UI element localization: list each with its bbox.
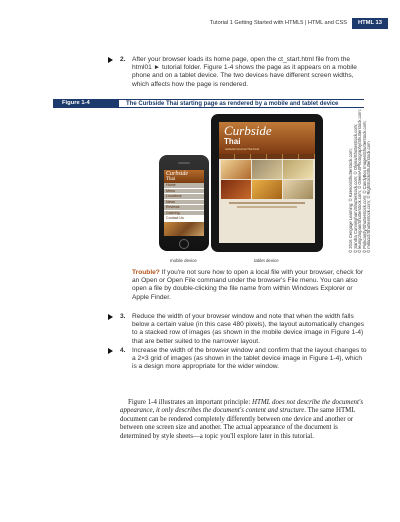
phone-speaker xyxy=(178,162,190,164)
trouble-note xyxy=(132,269,368,302)
figure-image xyxy=(126,108,371,266)
food-photo xyxy=(283,180,313,199)
step-text: Reduce the width of your browser window and note that when the width falls below a certain value (in this case 480 pixels), the layout automatically changes to a stacked row of images (as shown in the mobile device image in Figure 1-4) that are better suited to the narrower layout. xyxy=(132,313,365,345)
step-arrow-icon xyxy=(108,314,113,320)
figure-label: Figure 1-4 xyxy=(53,99,119,108)
credit-line: © leungchopan/Shutterstock.com; © GreenArtPhotography/Shutterstock.com; xyxy=(357,109,362,253)
step-arrow-icon xyxy=(108,57,113,63)
phone-nav-item: Locations xyxy=(164,194,204,200)
mobile-device-label: mobile device xyxy=(170,258,197,263)
step-text: Increase the width of the browser window and confirm that the layout changes to a 2×3 grid of images (as shown in the tablet device image in Figure 1-4), which is a design more appropriate for the wider window. xyxy=(132,347,367,371)
paragraph-text-continued: The same HTML document can be rendered completely differently between one device and another or between one screen size and another. The actual appearance of the document is determined by style sheets—a topic you'll explore later in this tutorial. xyxy=(120,407,356,440)
trouble-text: If you're not sure how to open a local file with your browser, check for an Open or Open File command under the browser's File menu. You can also open a file by double-clicking the file name from within Windows Explorer or Apple Finder. xyxy=(132,269,364,301)
food-photo xyxy=(252,160,282,179)
phone-banner xyxy=(164,170,204,183)
step-arrow-icon xyxy=(108,348,113,354)
tablet-image xyxy=(211,114,323,252)
credit-line: © 2016 Cengage Learning; © Kzenon/Shutterstock.com; xyxy=(348,148,353,253)
food-photo xyxy=(221,160,251,179)
paragraph-emphasis: HTML does not describe the document's appearance, it only describes the document's content and structure. xyxy=(120,399,364,415)
credit-line: © Pinkcandy/Shutterstock.com; © CandyBox Images/Shutterstock.com; xyxy=(361,120,367,253)
body-paragraph xyxy=(120,399,370,441)
phone-banner-title: Curbside xyxy=(166,171,189,177)
phone-home-button xyxy=(179,239,189,249)
figure-title: The Curbside Thai starting page as rendered by a mobile and tablet device xyxy=(126,101,339,107)
step-4 xyxy=(120,347,368,372)
phone-nav-item: Menu xyxy=(164,189,204,195)
step-3 xyxy=(120,313,368,346)
phone-nav-item: Catering xyxy=(164,211,204,217)
tablet-banner-subtitle: Authentic Gourmet Thai Food xyxy=(225,148,259,151)
tablet-footer-text xyxy=(229,202,305,204)
phone-nav-menu xyxy=(164,183,204,222)
page-header xyxy=(210,17,388,29)
food-photo xyxy=(221,180,251,199)
tablet-nav-bar xyxy=(219,154,315,159)
credit-line: © Sandra Cunningham/Shutterstock.com; © Olyina/Shutterstock.com; xyxy=(352,123,358,253)
tablet-image-grid xyxy=(219,159,315,200)
step-number: 4. xyxy=(120,347,126,354)
image-credits xyxy=(348,109,371,253)
food-photo xyxy=(283,160,313,179)
phone-screen xyxy=(164,170,204,236)
tablet-footer-text-2 xyxy=(237,206,297,208)
phone-banner-subtitle: Thai xyxy=(166,177,176,182)
tablet-screen xyxy=(219,122,315,243)
step-number: 2. xyxy=(120,56,126,63)
mobile-phone-image xyxy=(159,155,209,251)
phone-nav-item: Home xyxy=(164,183,204,189)
step-text: After your browser loads its home page, open the ct_start.html file from the html01 ► tutorial folder. Figure 1-4 shows the page as it appears on a mobile phone and on a tablet device. The two devices have different screen widths, which affects how the page is rendered. xyxy=(132,56,357,88)
tablet-device-label: tablet device xyxy=(254,258,279,263)
running-header: Tutorial 1 Getting Started with HTML5 | HTML and CSS xyxy=(209,20,347,26)
page-number-tab: HTML 13 xyxy=(352,18,388,29)
step-2 xyxy=(120,56,368,89)
figure-caption-bar xyxy=(54,99,364,108)
phone-food-photo xyxy=(164,222,204,237)
trouble-label: Trouble? xyxy=(132,269,160,276)
paragraph-text: Figure 1-4 illustrates an important principle: xyxy=(128,399,253,406)
phone-nav-item: News xyxy=(164,200,204,206)
tablet-banner xyxy=(219,122,315,154)
phone-nav-item: Contact Us xyxy=(164,216,204,222)
phone-nav-item: Reviews xyxy=(164,205,204,211)
step-number: 3. xyxy=(120,313,126,320)
tablet-banner-title-2: Thai xyxy=(224,137,241,146)
credit-line: © milla1cf/Shutterstock.com; © Rightstock/Shutterstock.com xyxy=(366,141,371,253)
tablet-banner-title: Curbside xyxy=(224,123,272,138)
food-photo xyxy=(252,180,282,199)
